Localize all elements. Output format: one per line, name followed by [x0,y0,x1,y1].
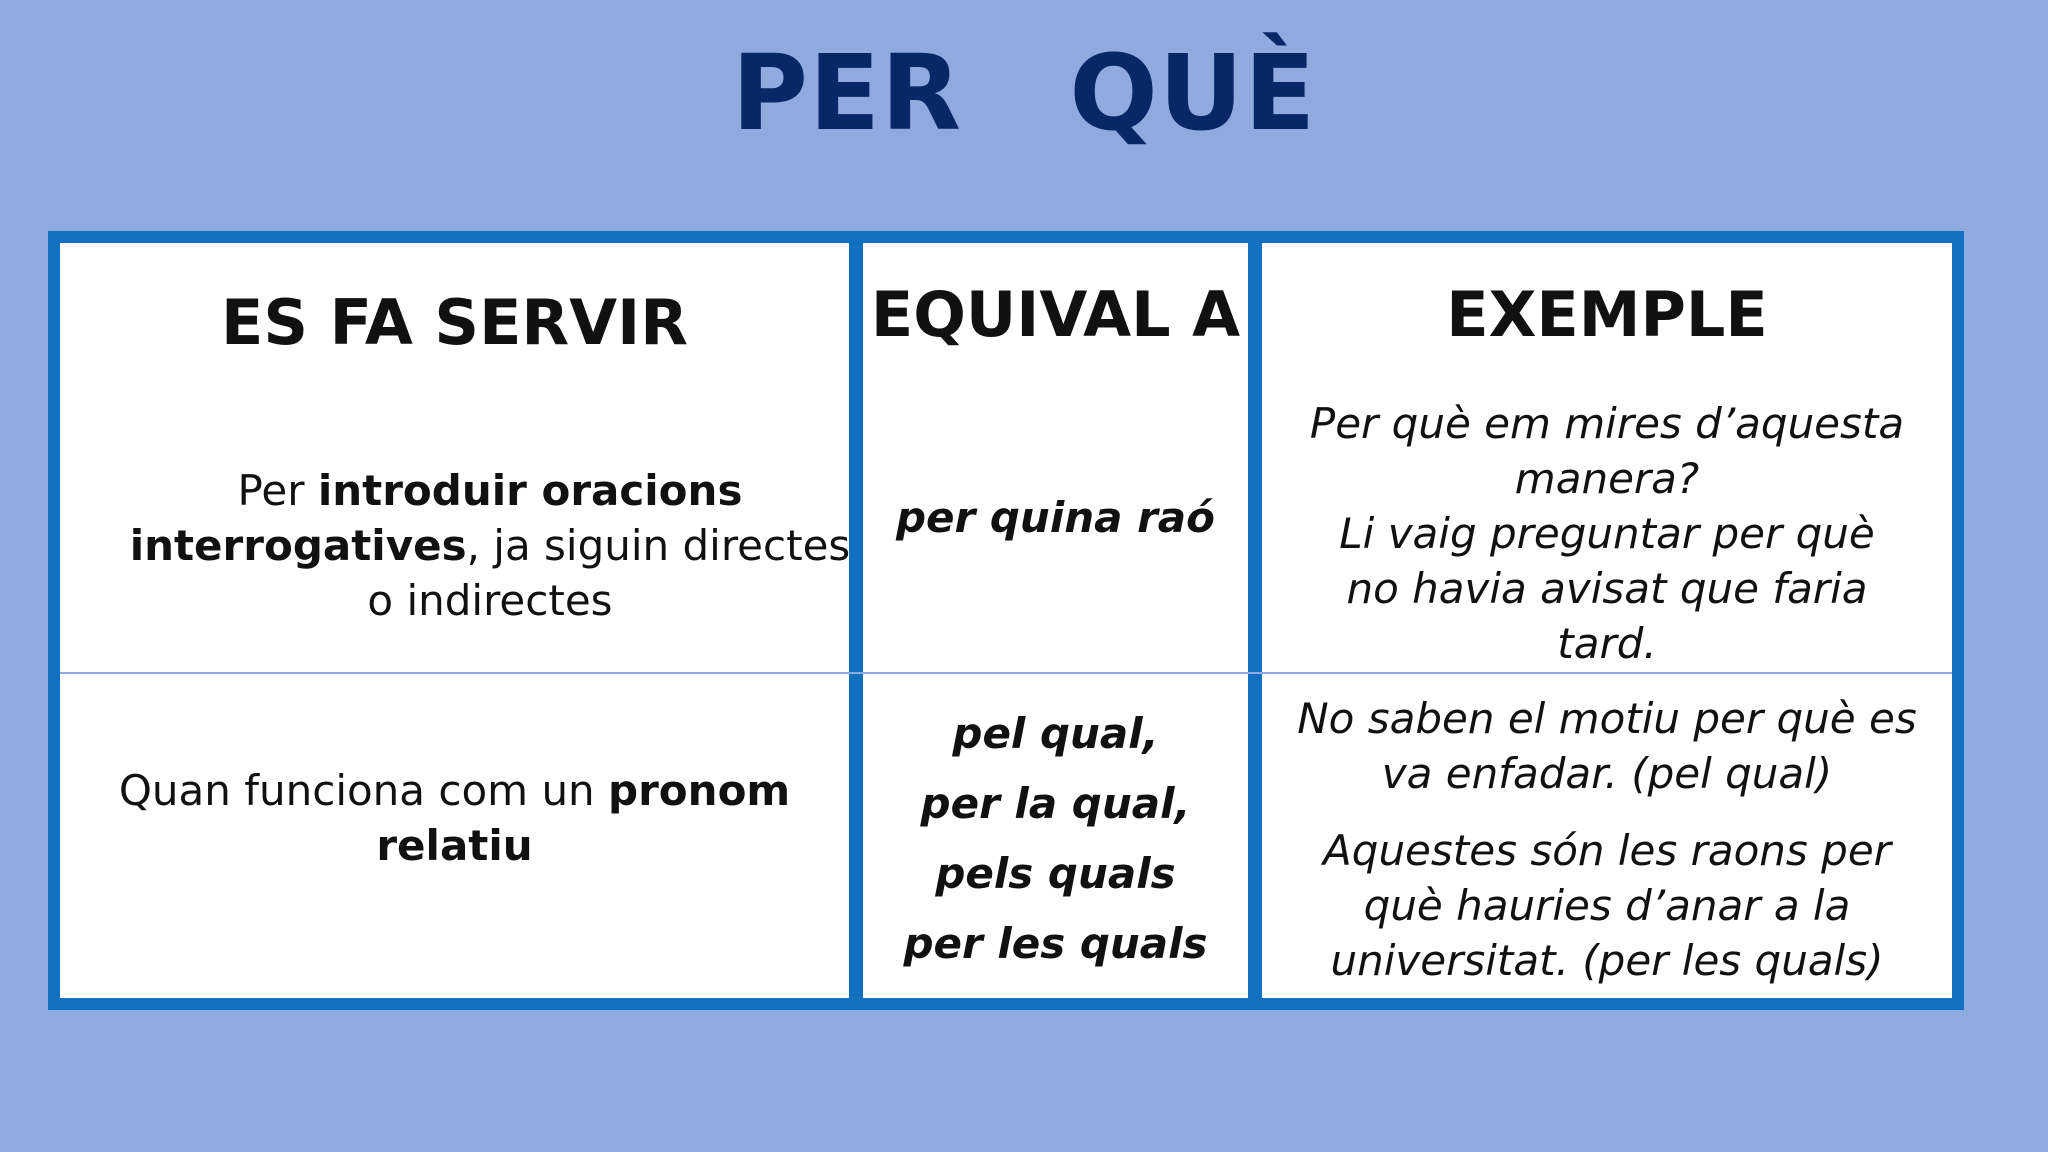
title-word-per: PER [731,32,963,154]
column-divider [1248,243,1262,998]
row2-equiv-1: pel qual, [952,709,1159,758]
row1-example-1: Per què em mires d’aquesta manera? [1309,398,1905,503]
row2-use-plain: Quan funciona com un [118,766,609,815]
header-exemple: EXEMPLE [1446,278,1768,351]
row2-example-1: No saben el motiu per què es va enfadar. (pel qual) [1297,693,1917,798]
title-word-que: QUÈ [1069,32,1317,154]
row1-equiv-cell [863,458,1248,578]
row1-example-2: Li vaig preguntar per què no havia avisat que faria tard. [1339,508,1875,668]
row2-use-bold: pronom relatiu [376,766,791,870]
row2-equiv-3: pels quals [935,849,1176,898]
header-cell-example [1262,275,1952,355]
row1-use-bold: introduir oracions interrogatives [129,466,743,570]
row1-example-cell [1262,398,1952,668]
row2-use-text [115,763,795,873]
header-es-fa-servir: ES FA SERVIR [221,286,688,359]
page-title [0,28,2048,158]
usage-table [48,231,1964,1010]
header-cell-use [60,283,849,363]
row1-use-plain-2: , ja siguin directes o indirectes [367,521,851,625]
row2-equiv-2: per la qual, [920,779,1191,828]
row2-equiv-4: per les quals [903,919,1208,968]
row1-use-plain-1: Per [237,466,318,515]
row2-example-2: Aquestes són les raons per què hauries d’anar a la universitat. (per les quals) [1323,825,1891,985]
row2-use-cell [60,743,849,893]
header-equival-a: EQUIVAL A [870,278,1241,351]
row2-example-cell [1262,674,1952,1004]
row1-use-cell [120,458,860,633]
row2-equiv-cell [863,674,1248,1004]
header-cell-equiv [863,275,1248,355]
row1-use-text [120,463,860,628]
row1-equiv-text: per quina raó [895,493,1216,542]
